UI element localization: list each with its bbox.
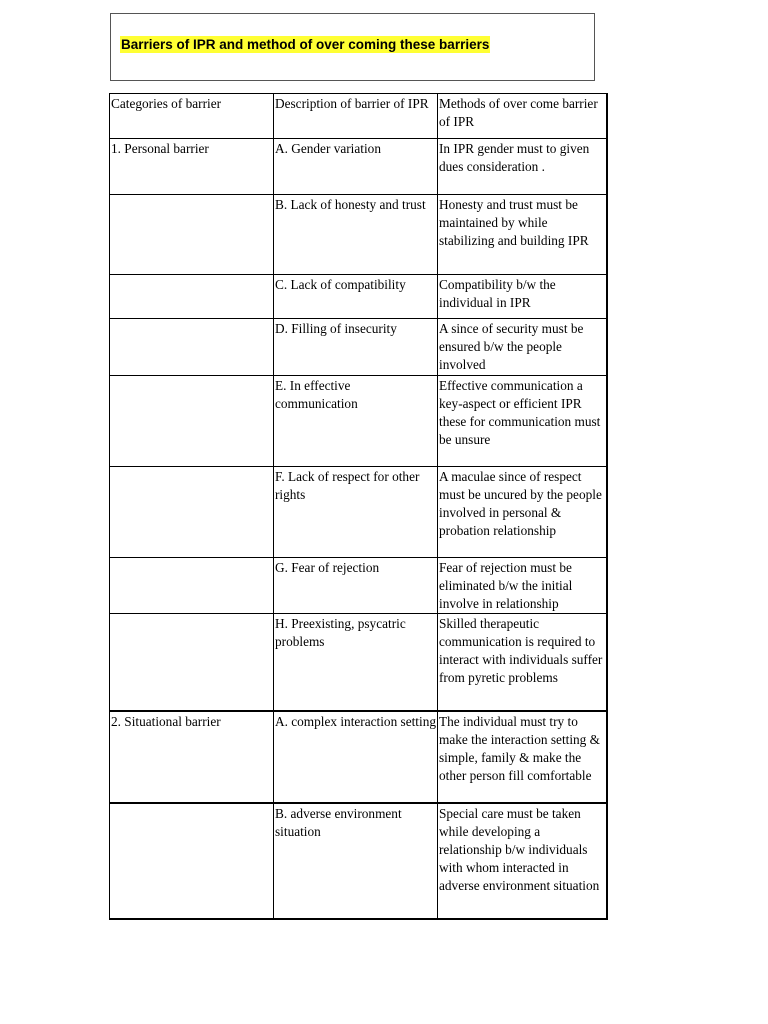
table-header-row <box>110 94 607 139</box>
table-row <box>110 614 607 711</box>
cell-description: C. Lack of compatibility <box>274 275 438 319</box>
cell-description: E. In effective communication <box>274 376 438 467</box>
table-row <box>110 275 607 319</box>
barriers-table <box>109 93 608 920</box>
cell-method: Fear of rejection must be eliminated b/w the initial involve in relationship <box>438 558 607 614</box>
cell-description: F. Lack of respect for other rights <box>274 467 438 558</box>
cell-method: In IPR gender must to given dues consideration . <box>438 139 607 195</box>
cell-description: H. Preexisting, psycatric problems <box>274 614 438 711</box>
cell-category <box>110 614 274 711</box>
header-category: Categories of barrier <box>110 94 274 139</box>
table-row <box>110 467 607 558</box>
table-row <box>110 711 607 803</box>
cell-method: Special care must be taken while developing a relationship b/w individuals with whom interacted in adverse environment situation <box>438 803 607 919</box>
cell-method: Skilled therapeutic communication is required to interact with individuals suffer from pyretic problems <box>438 614 607 711</box>
table-row <box>110 803 607 919</box>
cell-method: A maculae since of respect must be uncured by the people involved in personal & probation relationship <box>438 467 607 558</box>
cell-category <box>110 376 274 467</box>
table-row <box>110 195 607 275</box>
cell-description: B. adverse environment situation <box>274 803 438 919</box>
cell-category <box>110 467 274 558</box>
cell-description: G. Fear of rejection <box>274 558 438 614</box>
cell-category: 1. Personal barrier <box>110 139 274 195</box>
title-box <box>110 13 595 81</box>
table-row <box>110 139 607 195</box>
cell-category <box>110 558 274 614</box>
cell-category <box>110 275 274 319</box>
cell-description: A. complex interaction setting <box>274 711 438 803</box>
table-row <box>110 376 607 467</box>
header-method: Methods of over come barrier of IPR <box>438 94 607 139</box>
cell-category: 2. Situational barrier <box>110 711 274 803</box>
cell-category <box>110 195 274 275</box>
cell-category <box>110 319 274 376</box>
cell-method: Compatibility b/w the individual in IPR <box>438 275 607 319</box>
cell-method: A since of security must be ensured b/w the people involved <box>438 319 607 376</box>
cell-description: B. Lack of honesty and trust <box>274 195 438 275</box>
document-title: Barriers of IPR and method of over coming these barriers <box>121 37 490 52</box>
cell-method: Honesty and trust must be maintained by while stabilizing and building IPR <box>438 195 607 275</box>
table-row <box>110 558 607 614</box>
cell-category <box>110 803 274 919</box>
cell-description: D. Filling of insecurity <box>274 319 438 376</box>
header-description: Description of barrier of IPR <box>274 94 438 139</box>
table-row <box>110 319 607 376</box>
cell-method: The individual must try to make the interaction setting & simple, family & make the other person fill comfortable <box>438 711 607 803</box>
cell-method: Effective communication a key-aspect or efficient IPR these for communication must be unsure <box>438 376 607 467</box>
cell-description: A. Gender variation <box>274 139 438 195</box>
